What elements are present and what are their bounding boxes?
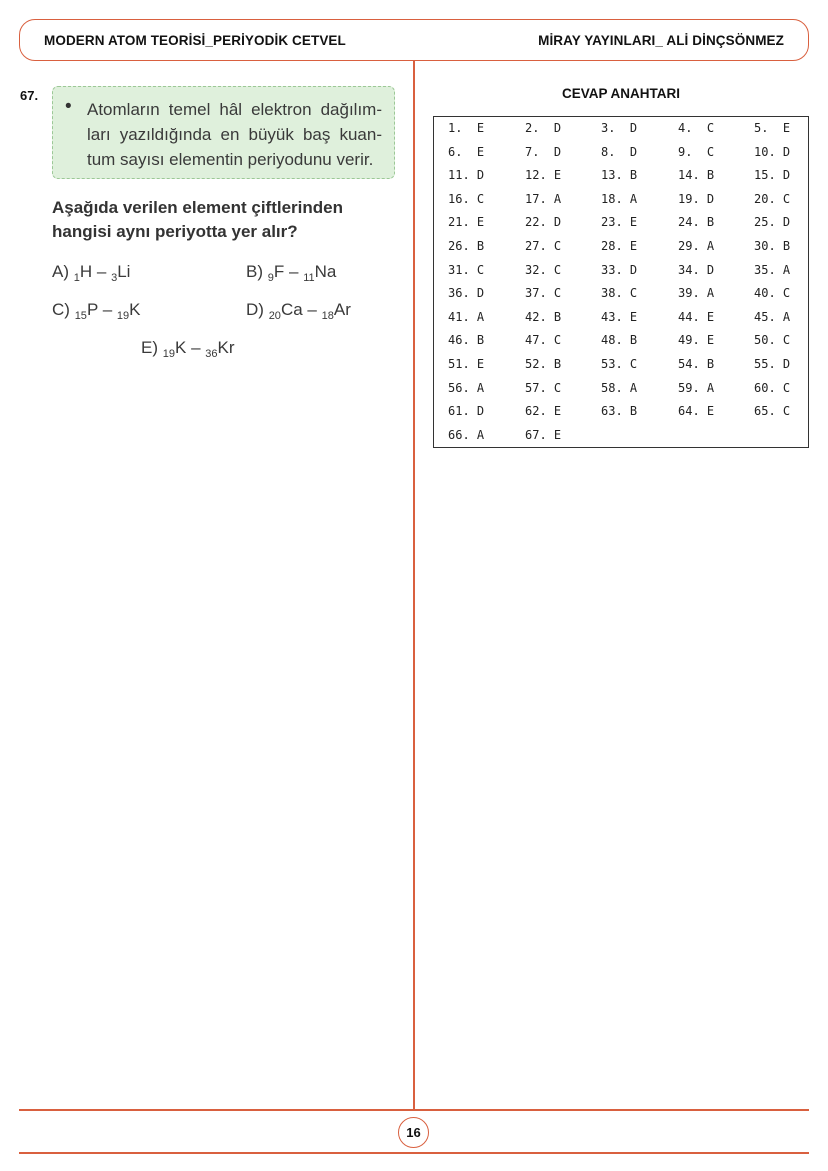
footer-divider-bottom <box>19 1152 809 1154</box>
answer-key-entry: 56. A <box>448 380 485 395</box>
answer-key-entry: 59. A <box>678 380 715 395</box>
answer-key-entry: 50. C <box>754 333 791 348</box>
element-symbol: P <box>86 300 98 319</box>
option-label: C) <box>52 300 70 319</box>
answer-key-entry: 55. D <box>754 357 791 371</box>
answer-key-entry: 24. B <box>678 215 715 230</box>
answer-key-entry: 28. E <box>601 239 638 253</box>
answer-key-entry: 30. B <box>754 239 791 253</box>
answer-key-entry: 53. C <box>601 357 638 371</box>
answer-key-entry: 19. D <box>678 191 715 206</box>
answer-key-entry: 3. D <box>601 121 638 135</box>
separator: – <box>96 262 107 281</box>
answer-key-entry: 65. C <box>754 404 791 419</box>
info-line: tum sayısı elementin periyodunu verir. <box>87 150 374 169</box>
atomic-number: 36 <box>205 348 218 360</box>
column-divider <box>413 61 415 1109</box>
answer-key-entry: 26. B <box>448 239 485 253</box>
atomic-number: 20 <box>268 310 281 322</box>
answer-key-entry: 66. A <box>448 427 485 442</box>
answer-key-entry: 37. C <box>525 286 562 301</box>
answer-key-entry: 62. E <box>525 404 562 419</box>
answer-key-entry: 9. C <box>678 144 715 159</box>
answer-key-entry: 35. A <box>754 262 791 277</box>
answer-key-entry: 38. C <box>601 286 638 301</box>
element-symbol: Na <box>314 262 337 281</box>
answer-key-entry: 40. C <box>754 286 791 301</box>
element-symbol: Kr <box>217 338 235 357</box>
answer-key-entry: 60. C <box>754 380 791 395</box>
answer-key-entry: 31. C <box>448 262 485 277</box>
separator: – <box>191 338 201 357</box>
answer-key-entry: 27. C <box>525 239 562 253</box>
answer-key-entry: 48. B <box>601 333 638 348</box>
atomic-number: 18 <box>321 310 334 322</box>
separator: – <box>288 262 299 281</box>
answer-key-entry: 36. D <box>448 286 485 301</box>
option-label: D) <box>246 300 264 319</box>
element-symbol: Li <box>117 262 131 281</box>
answer-key-entry: 12. E <box>525 168 562 183</box>
answer-key-entry: 46. B <box>448 333 485 348</box>
atomic-number: 9 <box>267 272 274 284</box>
answer-key-entry: 67. E <box>525 427 562 442</box>
answer-key-entry: 15. D <box>754 168 791 183</box>
answer-key-entry: 8. D <box>601 144 638 159</box>
answer-key-entry: 13. B <box>601 168 638 183</box>
answer-key-entry: 10. D <box>754 144 791 159</box>
option-label: B) <box>246 262 263 281</box>
atomic-number: 19 <box>162 348 175 360</box>
element-symbol: Ar <box>333 300 351 319</box>
answer-key-entry: 33. D <box>601 262 638 277</box>
question-number: 67. <box>20 88 39 103</box>
answer-key-entry: 51. E <box>448 357 485 371</box>
info-line: Atomların temel hâl elektron dağılım- <box>87 100 382 119</box>
element-symbol: F <box>273 262 285 281</box>
atomic-number: 19 <box>116 310 130 322</box>
element-symbol: K <box>174 338 187 357</box>
answer-key-entry: 20. C <box>754 191 791 206</box>
answer-key-entry: 2. D <box>525 121 562 135</box>
answer-key-entry: 16. C <box>448 191 485 206</box>
answer-key-title: CEVAP ANAHTARI <box>561 86 680 101</box>
option-c[interactable] <box>52 300 141 322</box>
answer-key-entry: 4. C <box>678 121 715 135</box>
question-prompt: Aşağıda verilen element çiftlerinden hangisi aynı periyotta yer alır? <box>52 198 343 241</box>
answer-key-entry: 52. B <box>525 357 562 371</box>
atomic-number: 1 <box>73 272 80 284</box>
answer-key-entry: 64. E <box>678 404 715 419</box>
answer-key-entry: 58. A <box>601 380 638 395</box>
page-number: 16 <box>398 1117 429 1148</box>
bullet-icon: • <box>65 96 72 117</box>
element-symbol: K <box>129 300 141 319</box>
answer-key-entry: 34. D <box>678 262 715 277</box>
answer-key-entry: 7. D <box>525 144 562 159</box>
answer-key-entry: 41. A <box>448 309 485 324</box>
atomic-number: 3 <box>111 272 118 284</box>
option-b[interactable] <box>246 262 336 284</box>
element-symbol: H <box>79 262 93 281</box>
answer-key-entry: 25. D <box>754 215 791 230</box>
answer-key-entry: 21. E <box>448 215 485 230</box>
option-d[interactable] <box>246 300 351 322</box>
answer-key-entry: 42. B <box>525 309 562 324</box>
answer-key-entry: 11. D <box>448 168 485 183</box>
answer-key-entry: 1. E <box>448 121 485 135</box>
option-e[interactable] <box>141 338 235 360</box>
answer-key-entry: 32. C <box>525 262 562 277</box>
answer-key-entry: 44. E <box>678 309 715 324</box>
answer-key-entry: 29. A <box>678 239 715 253</box>
answer-key-entry: 43. E <box>601 309 638 324</box>
answer-key-entry: 6. E <box>448 144 485 159</box>
separator: – <box>307 300 317 319</box>
answer-key-entry: 5. E <box>754 121 791 135</box>
answer-key-table <box>433 116 809 448</box>
answer-key-entry: 47. C <box>525 333 562 348</box>
info-line: ları yazıldığında en büyük baş kuan- <box>87 125 382 144</box>
option-label: A) <box>52 262 69 281</box>
atomic-number: 15 <box>74 310 87 322</box>
answer-key-entry: 18. A <box>601 191 638 206</box>
answer-key-entry: 39. A <box>678 286 715 301</box>
separator: – <box>102 300 113 319</box>
answer-key-entry: 54. B <box>678 357 715 371</box>
answer-key-entry: 22. D <box>525 215 562 230</box>
answer-key-entry: 63. B <box>601 404 638 419</box>
option-label: E) <box>141 338 158 357</box>
footer-divider-top <box>19 1109 809 1111</box>
page-header <box>19 19 809 61</box>
answer-key-entry: 61. D <box>448 404 485 419</box>
answer-key-entry: 17. A <box>525 191 562 206</box>
element-symbol: Ca <box>280 300 303 319</box>
header-right-title: MİRAY YAYINLARI_ ALİ DİNÇSÖNMEZ <box>538 32 784 48</box>
answer-key-entry: 49. E <box>678 333 715 348</box>
answer-key-entry: 23. E <box>601 215 638 230</box>
option-a[interactable] <box>52 262 130 284</box>
header-left-title: MODERN ATOM TEORİSİ_PERİYODİK CETVEL <box>44 32 346 48</box>
answer-key-entry: 45. A <box>754 309 791 324</box>
info-box <box>52 86 395 179</box>
answer-key-entry: 57. C <box>525 380 562 395</box>
answer-key-entry: 14. B <box>678 168 715 183</box>
atomic-number: 11 <box>303 272 315 284</box>
